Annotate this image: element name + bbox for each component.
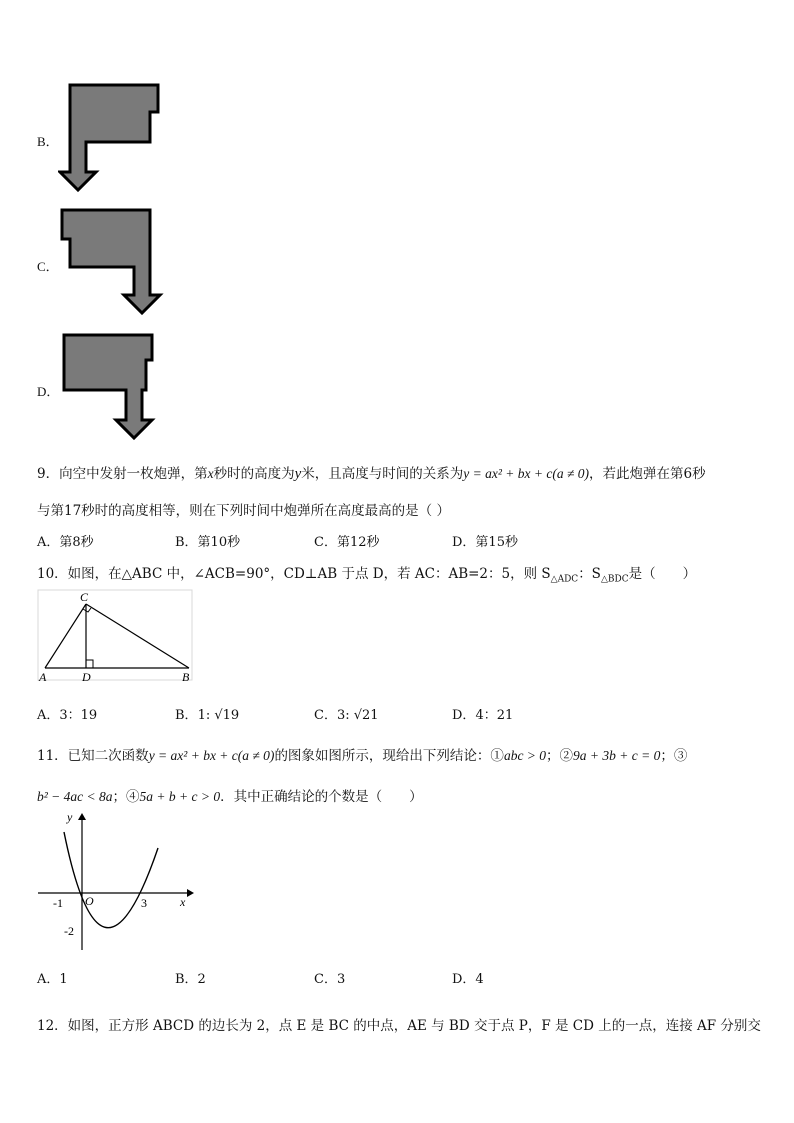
q10-option-c[interactable]: C．3: √21 — [314, 708, 379, 723]
subscript: △BDC — [600, 574, 629, 585]
question-9-line-1 — [37, 462, 706, 483]
q11-option-c[interactable]: C．3 — [314, 972, 346, 987]
label-b: B — [182, 670, 190, 684]
axis-y-label: y — [67, 810, 73, 824]
question-text: 是（ ） — [628, 566, 697, 582]
question-text: ：S — [578, 566, 601, 582]
figure-frame — [38, 590, 192, 680]
option-d-label: D． — [37, 384, 60, 399]
q9-option-d[interactable]: D．第15秒 — [452, 535, 518, 550]
label-d: D — [82, 670, 91, 684]
question-number: 9． — [37, 466, 60, 482]
question-text: ，若此炮弹在第6秒 — [589, 466, 706, 482]
question-text: 米，且高度与时间的关系为 — [301, 466, 464, 482]
option-c-figure — [58, 207, 168, 319]
parabola-curve — [64, 832, 158, 928]
parabola-graph — [34, 810, 194, 956]
axis-x-label: x — [180, 895, 186, 909]
option-c-label: C． — [37, 259, 59, 274]
option-b-figure — [58, 82, 168, 194]
question-text: 向空中发射一枚炮弹，第 — [59, 466, 208, 482]
option-d-figure — [58, 332, 168, 444]
q10-option-d[interactable]: D．4：21 — [452, 708, 514, 723]
label-c: C — [80, 590, 89, 604]
question-10-line — [37, 562, 696, 585]
q9-option-b[interactable]: B．第10秒 — [175, 535, 241, 550]
q11-option-b[interactable]: B．2 — [175, 972, 206, 987]
q11-option-d[interactable]: D．4 — [452, 972, 484, 987]
variable-y: y — [294, 466, 302, 482]
q10-option-b[interactable]: B．1: √19 — [175, 708, 240, 723]
question-9-line-2: 与第17秒时的高度相等，则在下列时间中炮弹所在高度最高的是（ ） — [37, 503, 450, 519]
q9-option-a[interactable]: A．第8秒 — [37, 535, 94, 550]
q11-option-a[interactable]: A．1 — [37, 972, 68, 987]
question-11-line-2: b² − 4ac < 8a；④5a + b + c > 0．其中正确结论的个数是（ ） — [37, 789, 423, 805]
q9-option-c[interactable]: C．第12秒 — [314, 535, 380, 550]
tick-3: 3 — [141, 896, 147, 910]
question-11-line-1: 11．已知二次函数y = ax² + bx + c(a ≠ 0)的图象如图所示，现给出下列结论：①abc > 0；②9a + 3b + c = 0；③ — [37, 748, 688, 764]
tick-neg1: -1 — [53, 896, 63, 910]
question-text: 秒时的高度为 — [213, 466, 295, 482]
question-12-line: 12．如图，正方形 ABCD 的边长为 2，点 E 是 BC 的中点，AE 与 BD 交于点 P，F 是 CD 上的一点，连接 AF 分别交 — [37, 1018, 761, 1034]
origin-label: O — [85, 894, 94, 908]
subscript: △ADC — [550, 574, 579, 585]
formula: y = ax² + bx + c(a ≠ 0) — [463, 466, 590, 481]
variable-x: x — [207, 466, 214, 481]
question-text: 10．如图，在△ABC 中，∠ACB=90°，CD⊥AB 于点 D，若 AC：AB=2：5，则 S — [37, 566, 551, 582]
tick-neg2: -2 — [64, 924, 74, 938]
q10-option-a[interactable]: A．3：19 — [37, 708, 98, 723]
label-a: A — [39, 670, 47, 684]
option-b-label: B． — [37, 134, 59, 149]
triangle-figure — [36, 588, 196, 684]
